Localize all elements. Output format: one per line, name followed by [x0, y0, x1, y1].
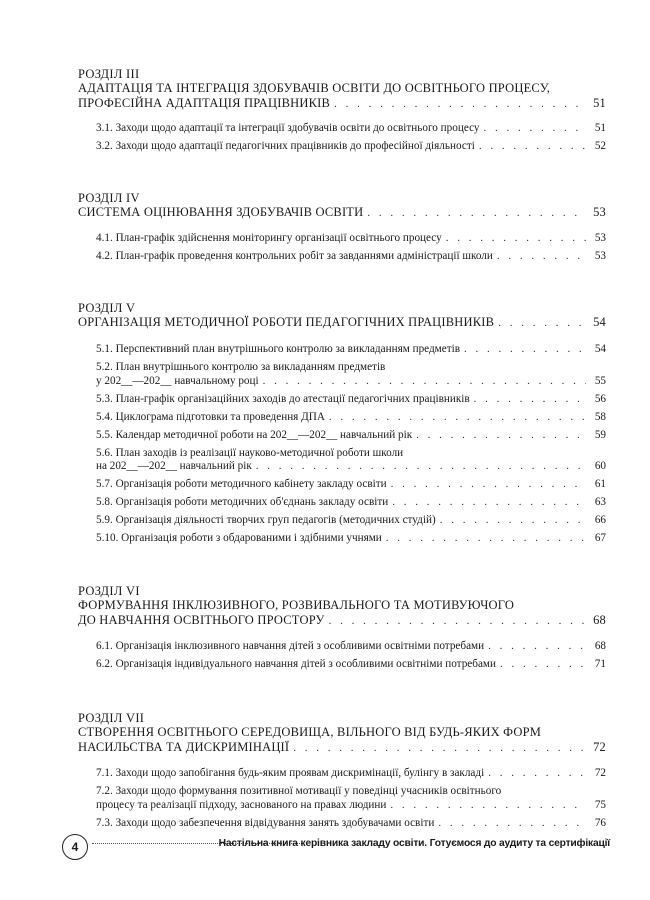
dot-leader [488, 767, 586, 781]
toc-entry-5-3[interactable] [96, 393, 606, 407]
page-number: 51 [594, 122, 606, 134]
toc-section-3 [78, 67, 606, 158]
entry-title: 5.1. Перспективний план внутрішнього контролю за викладанням предметів [96, 343, 461, 355]
entry-title: 5.4. Циклограма підготовки та проведення ДПА [96, 410, 325, 423]
dot-leader [392, 496, 586, 510]
section-title: ДО НАВЧАННЯ ОСВІТНЬОГО ПРОСТОРУ [78, 613, 325, 627]
section-title-line: СТВОРЕННЯ ОСВІТНЬОГО СЕРЕДОВИЩА, ВІЛЬНОГО ВІД БУДЬ-ЯКИХ ФОРМ [78, 725, 542, 739]
page-number: 52 [594, 140, 606, 152]
entry-title: 7.3. Заходи щодо забезпечення відвідування занять здобувачами освіти [96, 816, 435, 829]
entry-title: 3.2. Заходи щодо адаптації педагогічних працівників до професійної діяльності [96, 140, 475, 152]
toc-entry-3-2[interactable] [96, 140, 606, 154]
section-title-line: АДАПТАЦІЯ ТА ІНТЕГРАЦІЯ ЗДОБУВАЧІВ ОСВІТИ ДО ОСВІТНЬОГО ПРОЦЕСУ, [78, 81, 551, 95]
dot-leader [438, 817, 586, 831]
dot-leader [500, 658, 586, 672]
toc-section-6 [78, 584, 606, 676]
toc-entry-5-8[interactable] [96, 496, 606, 510]
section-title: ОРГАНІЗАЦІЯ МЕТОДИЧНОЇ РОБОТИ ПЕДАГОГІЧНИХ ПРАЦІВНИКІВ [78, 315, 495, 329]
section-title-entry[interactable] [78, 96, 606, 112]
toc-section-4 [78, 191, 606, 268]
toc-entry-5-1[interactable] [96, 343, 606, 357]
dot-leader [263, 375, 586, 389]
toc-entry-6-2[interactable] [96, 658, 606, 672]
toc-entry-5-10[interactable] [96, 532, 606, 546]
page-number: 67 [594, 532, 606, 544]
dot-leader [474, 393, 586, 407]
entry-title: на 202__—202__ навчальний рік [96, 460, 252, 472]
dot-leader [440, 514, 586, 528]
section-label: РОЗДІЛ VІІ [78, 711, 145, 725]
toc-section-5 [78, 301, 606, 550]
toc-entry-6-1[interactable] [96, 640, 606, 654]
section-label: РОЗДІЛ ІІІ [78, 67, 140, 81]
section-label: РОЗДІЛ V [78, 301, 136, 315]
page-number: 72 [594, 767, 606, 779]
entry-title: у 202__—202__ навчальному році [96, 374, 259, 387]
dot-leader [446, 232, 586, 246]
dot-leader [293, 741, 586, 756]
section-title: НАСИЛЬСТВА ТА ДИСКРИМІНАЦІЇ [78, 740, 290, 754]
page-number: 60 [594, 460, 606, 472]
entry-title: 5.8. Організація роботи методичних об'єднань закладу освіти [96, 496, 389, 508]
dot-leader [391, 478, 586, 492]
toc-entry-7-2[interactable] [96, 785, 606, 812]
page-number: 54 [593, 315, 606, 329]
dot-leader [329, 411, 586, 425]
dot-leader [329, 614, 586, 629]
entry-title: 4.2. План-графік проведення контрольних робіт за завданнями адміністрації школи [96, 250, 493, 262]
page-number: 53 [594, 250, 606, 262]
page-number: 55 [594, 374, 606, 387]
dot-leader [497, 250, 586, 264]
dot-leader [416, 429, 586, 443]
page-number: 68 [594, 640, 606, 652]
page-number: 58 [594, 410, 606, 423]
entry-title: 5.10. Організація роботи з обдарованими і здібними учнями [96, 532, 382, 544]
dot-leader [386, 532, 586, 546]
toc-entry-4-2[interactable] [96, 250, 606, 264]
page-number: 61 [594, 478, 606, 490]
page-number: 53 [594, 232, 606, 244]
page-number: 51 [593, 96, 606, 110]
section-title: СИСТЕМА ОЦІНЮВАННЯ ЗДОБУВАЧІВ ОСВІТИ [78, 205, 364, 219]
entry-title: 4.1. План-графік здійснення моніторингу організації освітнього процесу [96, 232, 442, 244]
entry-title: 6.2. Організація індивідуального навчання дітей з особливими освітніми потребами [96, 658, 496, 670]
dot-leader [488, 640, 586, 654]
entry-title-line: 5.6. План заходів із реалізації науково-методичної роботи школи [96, 446, 404, 459]
entry-title: 5.9. Організація діяльності творчих груп педагогів (методичних студій) [96, 514, 436, 526]
page-number: 56 [594, 392, 606, 405]
entry-title: процесу та реалізації підходу, заснованого на правах людини [96, 798, 387, 811]
section-title-entry[interactable] [78, 613, 606, 629]
dot-leader [390, 799, 586, 813]
toc-entry-7-3[interactable] [96, 817, 606, 831]
page-number: 59 [594, 428, 606, 441]
entry-title: 3.1. Заходи щодо адаптації та інтеграції здобувачів освіти до освітнього процесу [96, 122, 480, 134]
entry-title-line: 7.2. Заходи щодо формування позитивної мотивації у поведінці учасників освітнього [96, 785, 502, 797]
page-number: 68 [593, 613, 606, 627]
section-title-entry[interactable] [78, 740, 606, 756]
dot-leader [464, 343, 586, 357]
page-number: 54 [594, 343, 606, 355]
page-number: 53 [593, 205, 606, 219]
toc-entry-5-9[interactable] [96, 514, 606, 528]
footer-page-number: 4 [62, 834, 88, 860]
dot-leader [484, 122, 586, 136]
page-number: 75 [594, 798, 606, 811]
entry-title: 5.7. Організація роботи методичного кабінету закладу освіти [96, 478, 387, 490]
toc-section-7 [78, 711, 606, 835]
toc-entry-5-2[interactable] [96, 361, 606, 388]
page-number: 63 [594, 496, 606, 508]
page-number: 72 [593, 740, 606, 754]
dot-leader [334, 97, 586, 112]
section-title-entry[interactable] [78, 315, 606, 331]
page-number: 71 [594, 658, 606, 670]
entry-title-line: 5.2. План внутрішнього контролю за викладанням предметів [96, 361, 386, 373]
dot-leader [479, 140, 586, 154]
page-number: 76 [594, 816, 606, 829]
toc-entry-7-1[interactable] [96, 767, 606, 781]
toc-entry-5-7[interactable] [96, 478, 606, 492]
page-footer [62, 834, 610, 860]
footer-book-title: Настільна книга керівника закладу освіти. Готуємося до аудиту та сертифікації [218, 838, 610, 849]
toc-entry-5-5[interactable] [96, 429, 606, 443]
section-title-line: ФОРМУВАННЯ ІНКЛЮЗИВНОГО, РОЗВИВАЛЬНОГО ТА МОТИВУЮЧОГО [78, 598, 515, 612]
toc-entry-5-6[interactable] [96, 447, 606, 474]
toc-entry-3-1[interactable] [96, 122, 606, 136]
section-label: РОЗДІЛ VI [78, 584, 140, 598]
toc-entry-5-4[interactable] [96, 411, 606, 425]
dot-leader [367, 206, 586, 221]
section-title-entry[interactable] [78, 205, 606, 221]
toc-entry-4-1[interactable] [96, 232, 606, 246]
entry-title: 7.1. Заходи щодо запобігання будь-яким проявам дискримінації, булінгу в закладі [96, 767, 485, 779]
section-title: ПРОФЕСІЙНА АДАПТАЦІЯ ПРАЦІВНИКІВ [78, 96, 331, 110]
entry-title: 5.3. План-графік організаційних заходів до атестації педагогічних працівників [96, 392, 470, 405]
section-label: РОЗДІЛ IV [78, 191, 140, 205]
dot-leader [256, 460, 586, 474]
entry-title: 5.5. Календар методичної роботи на 202__—202__ навчальний рік [96, 428, 413, 441]
page-number: 66 [594, 514, 606, 526]
entry-title: 6.1. Організація інклюзивного навчання дітей з особливими освітніми потребами [96, 640, 485, 652]
dot-leader [498, 316, 586, 331]
